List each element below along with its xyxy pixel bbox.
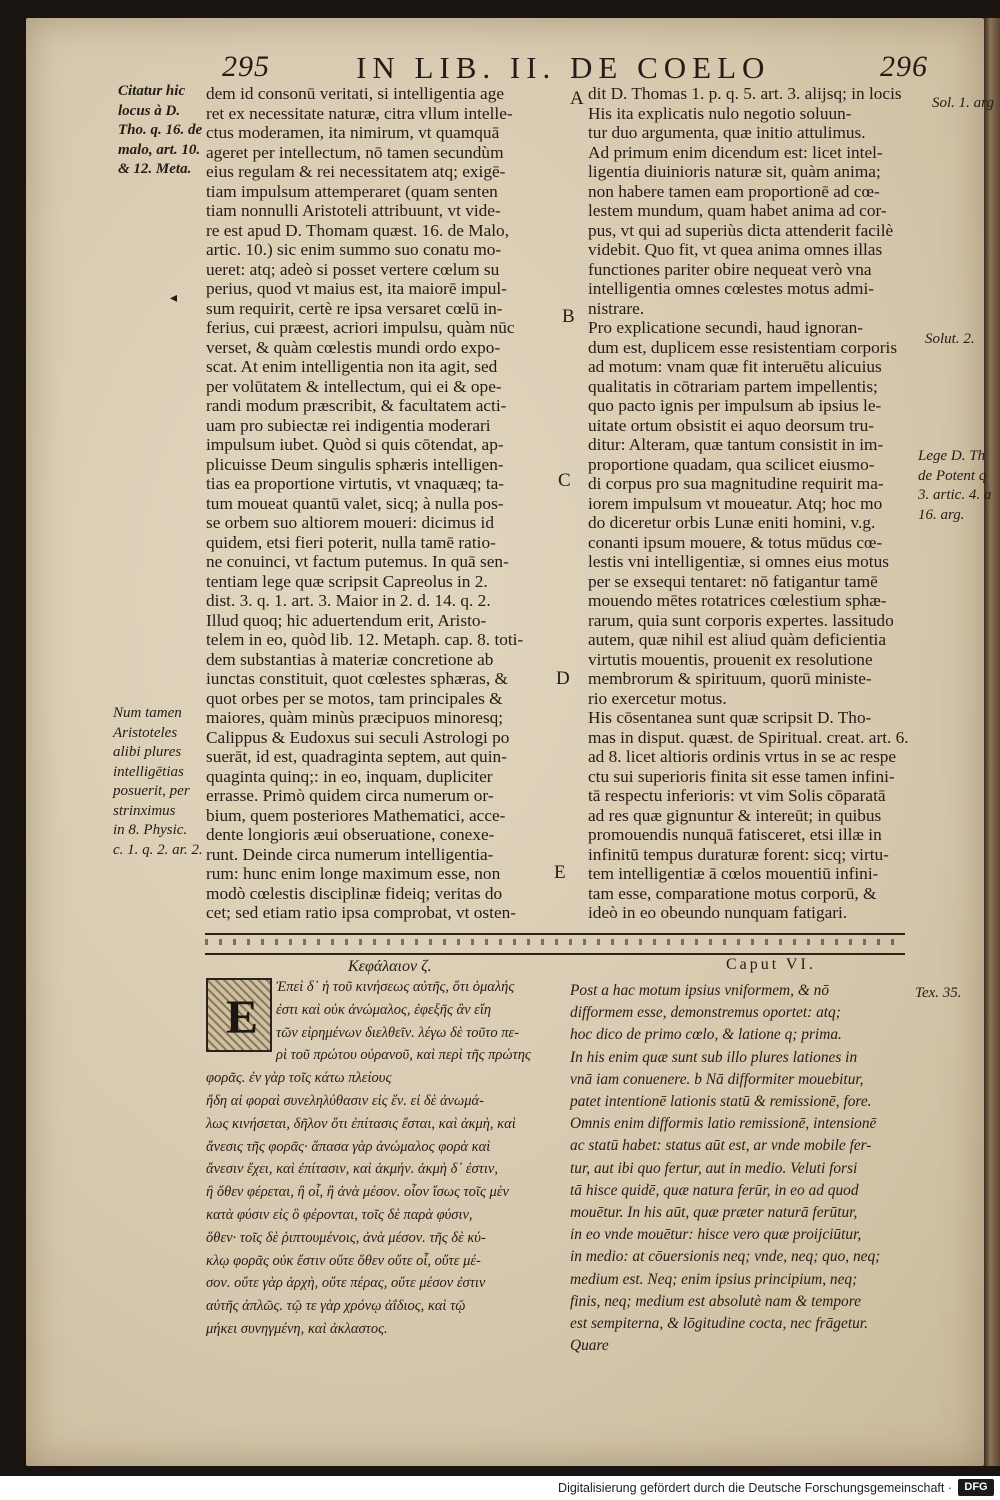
section-letter-a: A — [570, 88, 584, 109]
rule-ornament — [205, 939, 905, 945]
margin-note-citatur: Citatur hic locus à D. Tho. q. 16. de malo, art. 10. & 12. Meta. — [118, 83, 203, 177]
running-title: IN LIB. II. DE COELO — [356, 50, 771, 85]
decorated-initial — [206, 978, 272, 1052]
section-letter-d: D — [556, 668, 570, 689]
dfg-logo: DFG — [958, 1479, 994, 1496]
margin-mark-icon: ◂ — [170, 291, 178, 306]
initial-letter: Ε — [226, 991, 259, 1044]
latin-translation-text: Post a hac motum ipsius vniformem, & nō difformem esse, demonstremus oportet: atq; hoc dico de primo cœlo, & latione q; prima. In his enim quæ sunt sub illo plures lationes in vnā iam conuenere. b Nā difformiter mouebitur, patet intentionē lationis statū & remissionē, fore. Omnis enim difformis latio remissionē, intensionē ac statū habet: status aūt est, ar vnde mobile fer- tur, aut ibi quo fertur, aut in medio. Veluti forsi tā hisce quidē, quæ natura ferūr, in eo ad quod mouētur. In his aūt, quæ præter naturā ferūtur, in eo vnde mouētur: hisce vero quæ proijciūtur, in medio: at cōuersionis neq; vnde, neq; quo, neq; medium est. Neq; enim ipsius principium, neq; finis, neq; medium est absolutè nam & tempore est sempiterna, & lōgitudine cocta, nec frāgetur. Quare — [570, 982, 881, 1355]
funding-credit: Digitalisierung gefördert durch die Deutsche Forschungsgemeinschaft · — [558, 1481, 952, 1495]
section-letter-b: B — [562, 306, 575, 327]
margin-note-tex: Tex. 35. — [915, 985, 962, 1001]
section-letter-c: C — [558, 470, 571, 491]
ornamental-rule — [205, 933, 905, 955]
latin-chapter-heading: Caput VI. — [726, 956, 816, 973]
footer-bar — [0, 1476, 1000, 1500]
margin-note-sol2: Solut. 2. — [925, 331, 975, 347]
greek-text-body: Ἐπεὶ δ᾽ ἡ τοῦ κινήσεως αὐτῆς, ὅτι ὁμαλής ἐστι καὶ οὐκ ἀνώμαλος, ἐφεξῆς ἂν εἴη τῶν εἰρημένων διελθεῖν. λέγω δὲ τοῦτο πε- ρὶ τοῦ πρώτου οὐρανοῦ, καὶ περὶ τῆς πρώτης φορᾶς. ἐν γὰρ τοῖς κάτω πλείους ἤδη αἱ φοραὶ συνεληλύθασιν εἰς ἕν. εἰ δὲ ἀνωμά- λως κινήσεται, δῆλον ὅτι ἐπίτασις ἔσται, καὶ ἀκμὴ, καὶ ἄνεσις τῆς φορᾶς· ἅπασα γὰρ ἀνώμαλος φορὰ καὶ ἄνεσιν ἔχει, καὶ ἐπίτασιν, καὶ ἀκμήν. ἀκμὴ δ᾽ ἐστιν, ἢ ὅθεν φέρεται, ἢ οἷ, ἢ ἀνὰ μέσον. οἷον ἴσως τοῖς μὲν κατὰ φύσιν εἰς ὃ φέρονται, τοῖς δὲ παρὰ φύσιν, ὅθεν· τοῖς δὲ ῥιπτουμένοις, ἀνὰ μέσον. τῆς δὲ κύ- κλῳ φορᾶς οὐκ ἔστιν οὔτε ὅθεν οὔτε οἷ, οὔτε μέ- σον. οὔτε γὰρ ἀρχὴ, οὔτε πέρας, οὔτε μέσον ἐστιν αὐτῆς ἁπλῶς. τῷ τε γὰρ χρόνῳ ἀΐδιος, καὶ τῷ μήκει συνηγμένη, καὶ ἀκλαστος. — [206, 979, 531, 1337]
margin-note-sol1: Sol. 1. arg — [932, 95, 994, 111]
page-number-left: 295 — [222, 50, 270, 83]
greek-chapter-heading: Κεφάλαιον ζ. — [348, 958, 432, 975]
margin-note-num-tamen: Num tamen Aristoteles alibi plures intelligētias posuerit, per strinximus in 8. Physic. c. 1. q. 2. ar. 2. — [113, 705, 203, 858]
page-number-right: 296 — [880, 50, 928, 83]
book-edge — [984, 18, 1000, 1466]
margin-note-lege: Lege D. Th de Potent q 3. artic. 4. a 16. arg. — [918, 448, 992, 523]
left-column-text: dem id consonū veritati, si intelligentia age ret ex necessitate naturæ, citra vllum intelle- ctus moderamen, ita nimirum, vt quamquā ageret per intellectum, nō tamen secundùm eius regulam & rei necessitatem atq; exigē- tiam impulsum attemperaret (quam senten tiam nonnulli Aristoteli attribuunt, vt vide- re est apud D. Thomam quæst. 16. de Malo, artic. 10.) sic enim summo suo conatu mo- ueret: atq; adeò si posset vertere cœlum su perius, quod vt maius est, ita maiorē impul- sum requirit, certè re ipsa versaret cœlū in- ferius, cui præest, acriori impulsu, quàm nūc verset, & quàm cœlestis mundi ordo expo- scat. At enim intelligentia non ita agit, sed per volūtatem & intellectum, qui ei & ope- randi modum præscribit, & facultatem acti- uam pro subiectæ rei indigentia moderari impulsum iubet. Quòd si quis cōtendat, ap- plicuisse Deum singulis sphæris intelligen- tias ea proportione virtutis, vt vnaquæq; ta- tum moueat quantū valet, sicq; à nulla pos- se orbem suo altiorem moueri: dicimus id quidem, etsi fieri poterit, nulla tamē ratio- ne conuinci, vt factum putemus. In quā sen- tentiam lege quæ scripsit Capreolus in 2. dist. 3. q. 1. art. 3. Maior in 2. d. 14. q. 2. Illud quoq; hic aduertendum erit, Aristo- telem in eo, quòd lib. 12. Metaph. cap. 8. toti- dem substantias à materiæ concretione ab iunctas constituit, quot cœlestes sphæras, & quot orbes per se motos, tam principales & maiores, quàm minùs præcipuos minoresq; Calippus & Eudoxus sui seculi Astrologi po suerāt, id est, quadraginta septem, aut quin- quaginta quinq;: in eo, inquam, dupliciter errasse. Primò quidem circa numerum or- bium, quem posteriores Mathematici, acce- dente longioris æui obseruatione, conexe- runt. Deinde circa numerum intelligentia- rum: hunc enim longe maximum esse, non modò cœlestis disciplinæ fideiq; veritas do cet; sed etiam ratio ipsa comprobat, vt osten- — [206, 84, 524, 922]
right-column-text: dit D. Thomas 1. p. q. 5. art. 3. alijsq; in locis His ita explicatis nulo negotio soluun- tur duo argumenta, quæ initio attulimus. Ad primum enim dicendum est: licet intel- ligentia diuinioris naturæ sit, quàm anima; non habere tamen eam proportionē ad cœ- lestem mundum, quam habet anima ad cor- pus, vt qui ad superiùs dicta attenderit facilè videbit. Quo fit, vt quea anima omnes illas functiones pariter obire nequeat verò vna intelligentia omnes cœlestes motus admi- nistrare. Pro explicatione secundi, haud ignoran- dum est, duplicem esse resistentiam corporis ad motum: vnam quæ fit interuētu alicuius qualitatis in cōtrariam partem impellentis; quo pacto ignis per impulsum ab ipsius le- uitate ortum obsistit ei aquo deorsum tru- ditur: Alteram, quæ tantum consistit in im- proportione quadam, qua scilicet eiusmo- di corpus pro sua magnitudine requirit ma- iorem impulsum vt moueatur. Atq; hoc mo do diceretur orbis Lunæ eniti homini, v.g. conanti ipsum mouere, & totus mūdus cœ- lestis vni intelligentiæ, si omnes eius motus per se exsequi tentaret: nō fatigantur tamē mouendo mētes rotatrices cœlestium sphæ- rarum, quia sunt corporis expertes. lassitudo autem, quæ nihil est aliud quàm deficientia virtutis mouentis, prouenit ex resolutione membrorum & spirituum, quorū ministe- rio exercetur motus. His cōsentanea sunt quæ scripsit D. Tho- mas in disput. quæst. de Spiritual. creat. art. 6. ad 8. licet altioris ordinis vrtus in se ac respe ctu sui superioris finita sit esse tamen infini- tā respectu inferioris: vt vim Solis cōparatā ad res quæ gignuntur & intereūt; in quibus promouendis nunquā fatisceret, etsi illæ in infinitū tempus duraturæ forent: sicq; virtu- tem intelligentiæ ā cœlos mouentiū infini- tam esse, comparatione motus corporū, & ideò in eo obeundo nunquam fatigari. — [588, 84, 909, 922]
section-letter-e: E — [554, 862, 566, 883]
